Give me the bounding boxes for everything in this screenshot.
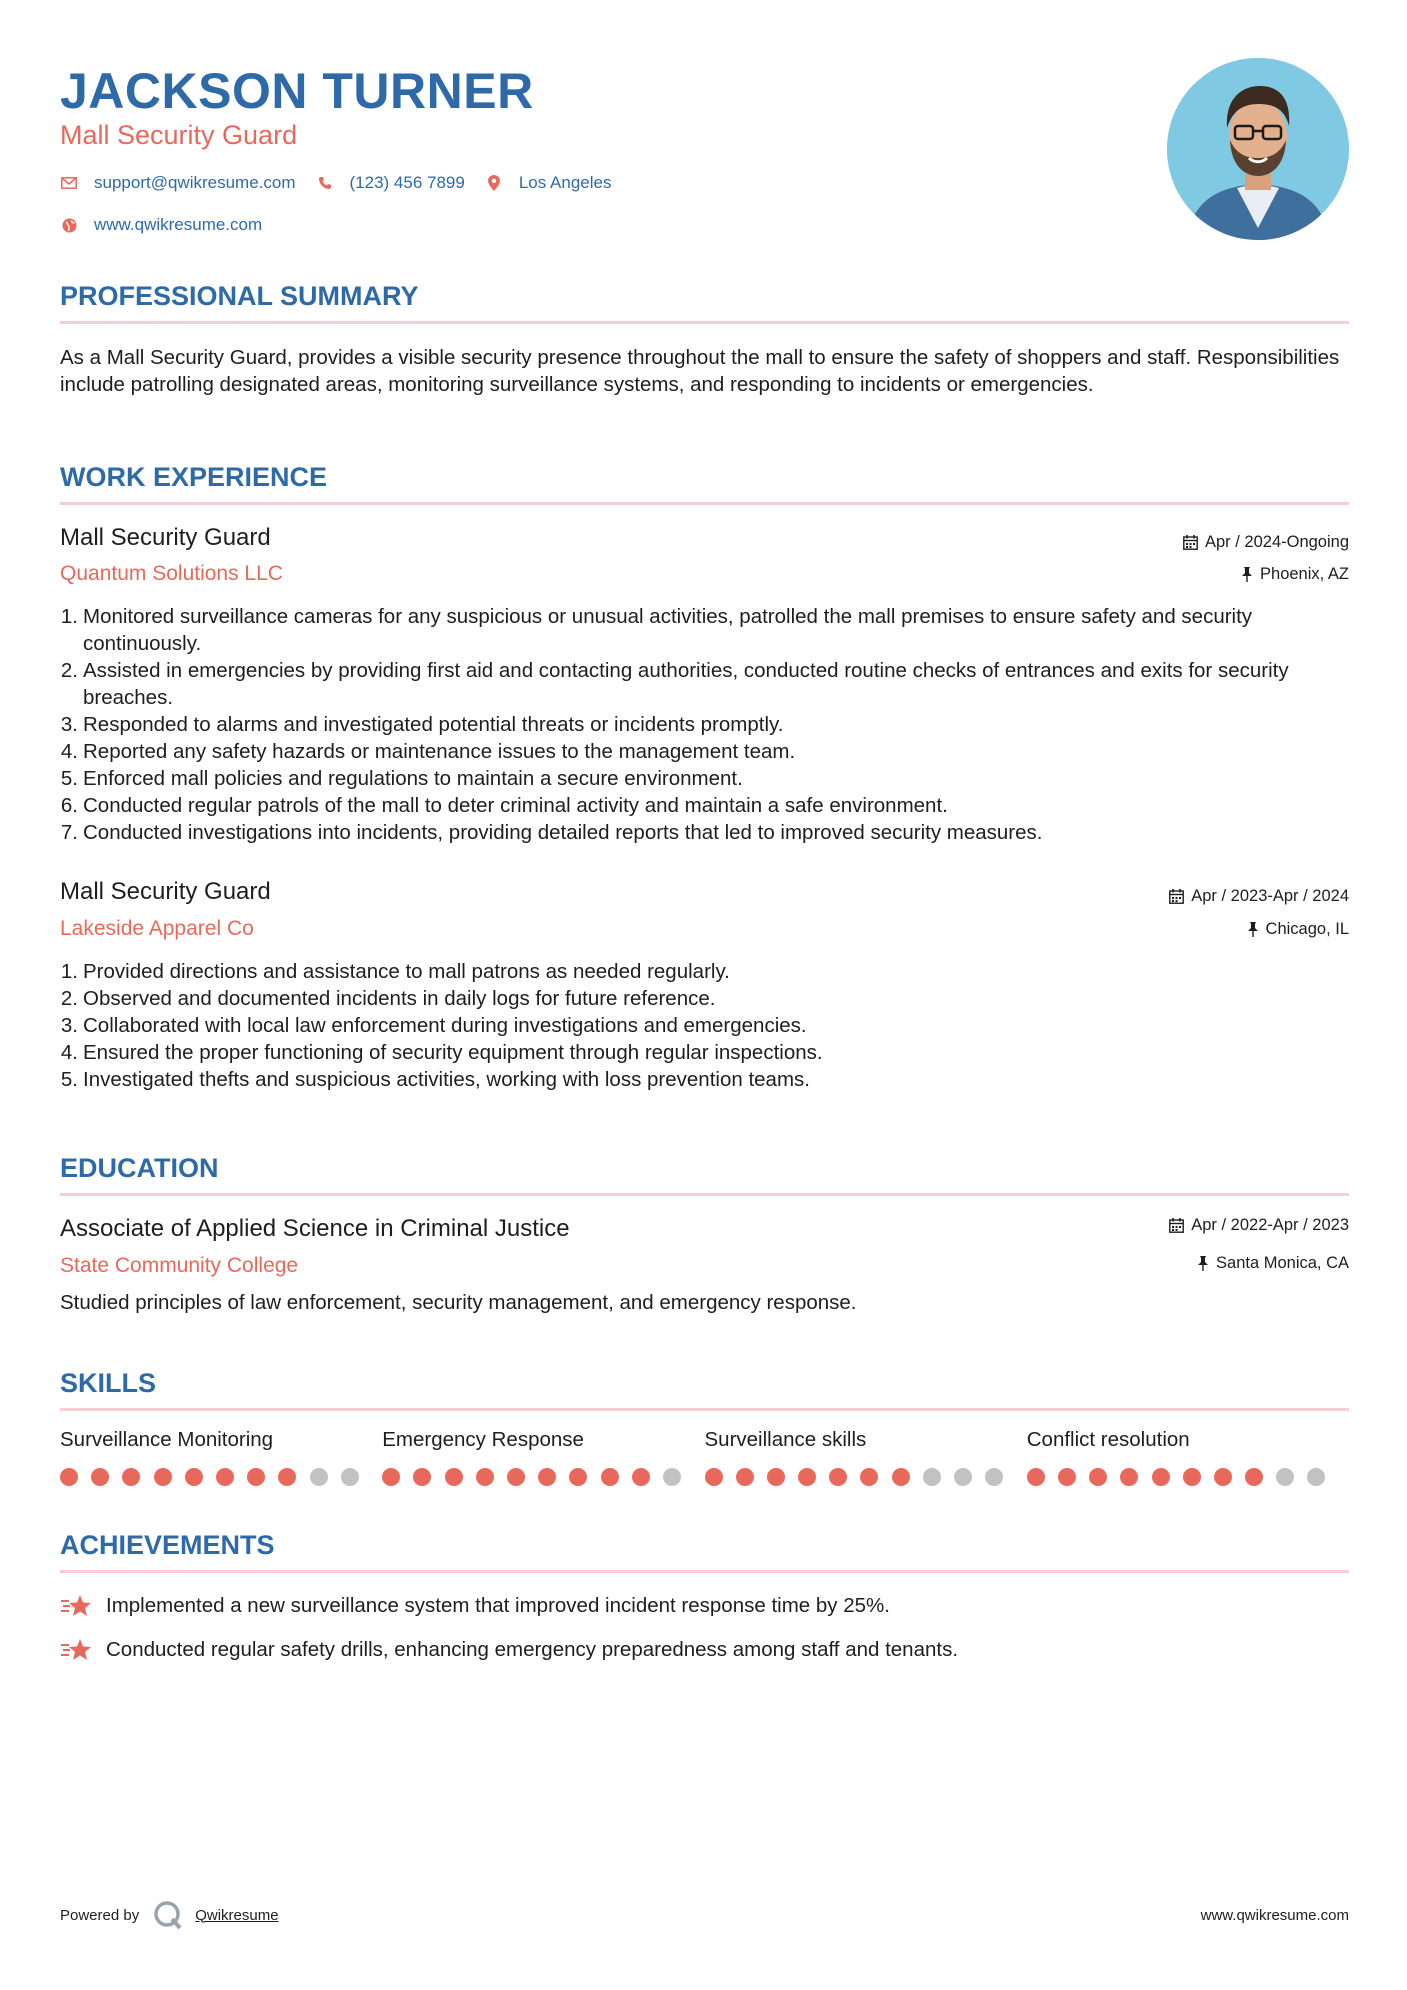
rating-dot-empty <box>1276 1468 1294 1486</box>
rating-dot-filled <box>154 1468 172 1486</box>
calendar-icon <box>1169 889 1184 904</box>
list-item: 2 . Assisted in emergencies by providing first aid and contacting authorities, conducted routine checks of entrances and exits for security breaches. <box>60 657 1349 711</box>
list-item: 5 . Enforced mall policies and regulations to maintain a secure environment. <box>60 765 1349 792</box>
job-company: Lakeside Apparel Co <box>60 917 254 940</box>
list-item: 5 . Investigated thefts and suspicious activities, working with loss prevention teams. <box>60 1066 1349 1093</box>
rating-dot-filled <box>91 1468 109 1486</box>
skill-name: Surveillance skills <box>704 1428 867 1451</box>
rating-dot-filled <box>1058 1468 1076 1486</box>
map-pin-icon <box>485 174 503 192</box>
section-divider <box>60 321 1349 324</box>
education-location <box>1197 1254 1349 1273</box>
education-location-text: Santa Monica, CA <box>1216 1254 1349 1272</box>
list-item: 4 . Reported any safety hazards or maintenance issues to the management team. <box>60 738 1349 765</box>
experience-heading: WORK EXPERIENCE <box>60 462 328 492</box>
skill-rating <box>382 1468 704 1486</box>
rating-dot-filled <box>1120 1468 1138 1486</box>
list-item: 2 . Observed and documented incidents in daily logs for future reference. <box>60 985 1349 1012</box>
rating-dot-empty <box>923 1468 941 1486</box>
rating-dot-filled <box>632 1468 650 1486</box>
rating-dot-filled <box>860 1468 878 1486</box>
rating-dot-filled <box>705 1468 723 1486</box>
phone-icon <box>316 174 334 192</box>
contact-email[interactable] <box>60 173 296 193</box>
education-description: Studied principles of law enforcement, security management, and emergency response. <box>60 1291 857 1314</box>
rating-dot-empty <box>341 1468 359 1486</box>
section-divider <box>60 1193 1349 1196</box>
list-item: 6 . Conducted regular patrols of the mall to deter criminal activity and maintain a safe environment. <box>60 792 1349 819</box>
list-item: 3 . Collaborated with local law enforcement during investigations and emergencies. <box>60 1012 1349 1039</box>
rating-dot-filled <box>185 1468 203 1486</box>
job-bullets <box>60 603 1349 846</box>
calendar-icon <box>1183 535 1198 550</box>
candidate-name: JACKSON TURNER <box>60 63 534 119</box>
education-dates-text: Apr / 2022-Apr / 2023 <box>1191 1216 1349 1234</box>
job-dates-text: Apr / 2024-Ongoing <box>1204 533 1349 551</box>
qwikresume-logo-icon <box>153 1900 183 1930</box>
list-item: 1 . Monitored surveillance cameras for any suspicious or unusual activities, patrolled the mall premises to ensure safety and security continuously. <box>60 603 1349 657</box>
envelope-icon <box>60 174 78 192</box>
job-location-text: Phoenix, AZ <box>1260 565 1349 583</box>
job-title: Mall Security Guard <box>60 878 271 905</box>
contact-row-secondary <box>60 215 282 235</box>
rating-dot-filled <box>1183 1468 1201 1486</box>
education-dates <box>1169 1216 1349 1235</box>
rating-dot-filled <box>445 1468 463 1486</box>
achievement-item <box>60 1637 958 1663</box>
skill-rating <box>705 1468 1027 1486</box>
job-dates <box>1169 887 1349 906</box>
skill-rating <box>1027 1468 1349 1486</box>
footer-powered-by <box>60 1900 279 1930</box>
section-divider <box>60 1408 1349 1411</box>
achievements-heading: ACHIEVEMENTS <box>60 1530 275 1560</box>
job-title: Mall Security Guard <box>60 524 271 551</box>
rating-dot-empty <box>310 1468 328 1486</box>
list-item: 3 . Responded to alarms and investigated potential threats or incidents promptly. <box>60 711 1349 738</box>
rating-dot-filled <box>216 1468 234 1486</box>
rating-dot-filled <box>767 1468 785 1486</box>
brand-link[interactable]: Qwikresume <box>195 1906 279 1924</box>
email-text: support@qwikresume.com <box>94 173 296 192</box>
calendar-icon <box>1169 1218 1184 1233</box>
location-text: Los Angeles <box>518 173 612 192</box>
section-divider <box>60 1570 1349 1573</box>
rating-dot-filled <box>1245 1468 1263 1486</box>
rating-dot-filled <box>892 1468 910 1486</box>
list-item: 1 . Provided directions and assistance to mall patrons as needed regularly. <box>60 958 1349 985</box>
rating-dot-empty <box>1307 1468 1325 1486</box>
star-icon <box>60 1593 92 1619</box>
rating-dot-filled <box>1152 1468 1170 1486</box>
skill-item <box>60 1428 382 1486</box>
job-company: Quantum Solutions LLC <box>60 562 283 585</box>
contact-phone[interactable] <box>316 173 465 193</box>
website-text: www.qwikresume.com <box>94 215 263 234</box>
footer-website[interactable]: www.qwikresume.com <box>1200 1907 1349 1924</box>
rating-dot-filled <box>1027 1468 1045 1486</box>
skill-item <box>1027 1428 1349 1486</box>
pushpin-icon <box>1197 1256 1209 1271</box>
skill-name: Emergency Response <box>382 1428 584 1451</box>
summary-text: As a Mall Security Guard, provides a visible security presence throughout the mall to ensure the safety of shoppers and staff. Responsibilities include patrolling designated areas, monitoring surveillance systems, and responding to incidents or emergencies. <box>60 346 1340 396</box>
job-location-text: Chicago, IL <box>1265 920 1349 938</box>
star-icon <box>60 1637 92 1663</box>
list-item: 4 . Ensured the proper functioning of security equipment through regular inspections. <box>60 1039 1349 1066</box>
list-item: 7 . Conducted investigations into incidents, providing detailed reports that led to improved security measures. <box>60 819 1349 846</box>
job-bullets <box>60 958 1349 1093</box>
rating-dot-filled <box>601 1468 619 1486</box>
job-location <box>1241 565 1349 584</box>
profile-photo <box>1167 58 1349 240</box>
achievement-text: Conducted regular safety drills, enhancing emergency preparedness among staff and tenants. <box>106 1638 959 1661</box>
phone-text: (123) 456 7899 <box>349 173 465 192</box>
rating-dot-filled <box>476 1468 494 1486</box>
achievement-text: Implemented a new surveillance system that improved incident response time by 25%. <box>106 1594 890 1617</box>
rating-dot-filled <box>60 1468 78 1486</box>
rating-dot-filled <box>247 1468 265 1486</box>
rating-dot-filled <box>382 1468 400 1486</box>
skill-item <box>705 1428 1027 1486</box>
skill-item <box>382 1428 704 1486</box>
achievement-item <box>60 1593 890 1619</box>
rating-dot-filled <box>1214 1468 1232 1486</box>
rating-dot-filled <box>538 1468 556 1486</box>
rating-dot-filled <box>829 1468 847 1486</box>
candidate-role: Mall Security Guard <box>60 120 298 150</box>
job-dates-text: Apr / 2023-Apr / 2024 <box>1191 887 1349 905</box>
skill-rating <box>60 1468 382 1486</box>
pushpin-icon <box>1247 922 1259 937</box>
skills-heading: SKILLS <box>60 1368 157 1398</box>
rating-dot-filled <box>122 1468 140 1486</box>
skill-name: Surveillance Monitoring <box>60 1428 274 1451</box>
rating-dot-empty <box>663 1468 681 1486</box>
summary-heading: PROFESSIONAL SUMMARY <box>60 281 419 311</box>
job-location <box>1247 920 1349 939</box>
degree-title: Associate of Applied Science in Criminal Justice <box>60 1215 570 1242</box>
contact-website[interactable] <box>60 215 262 235</box>
rating-dot-filled <box>736 1468 754 1486</box>
contact-row-primary <box>60 173 631 193</box>
education-heading: EDUCATION <box>60 1153 219 1183</box>
rating-dot-empty <box>985 1468 1003 1486</box>
contact-location <box>485 173 612 193</box>
rating-dot-filled <box>798 1468 816 1486</box>
rating-dot-filled <box>507 1468 525 1486</box>
rating-dot-filled <box>1089 1468 1107 1486</box>
skills-list <box>60 1428 1349 1486</box>
powered-by-text: Powered by <box>60 1906 140 1924</box>
pushpin-icon <box>1241 567 1253 582</box>
rating-dot-empty <box>954 1468 972 1486</box>
rating-dot-filled <box>413 1468 431 1486</box>
globe-icon <box>60 216 78 234</box>
skill-name: Conflict resolution <box>1026 1428 1190 1451</box>
section-divider <box>60 502 1349 505</box>
job-dates <box>1183 533 1349 552</box>
rating-dot-filled <box>278 1468 296 1486</box>
school-name: State Community College <box>60 1254 299 1277</box>
rating-dot-filled <box>569 1468 587 1486</box>
